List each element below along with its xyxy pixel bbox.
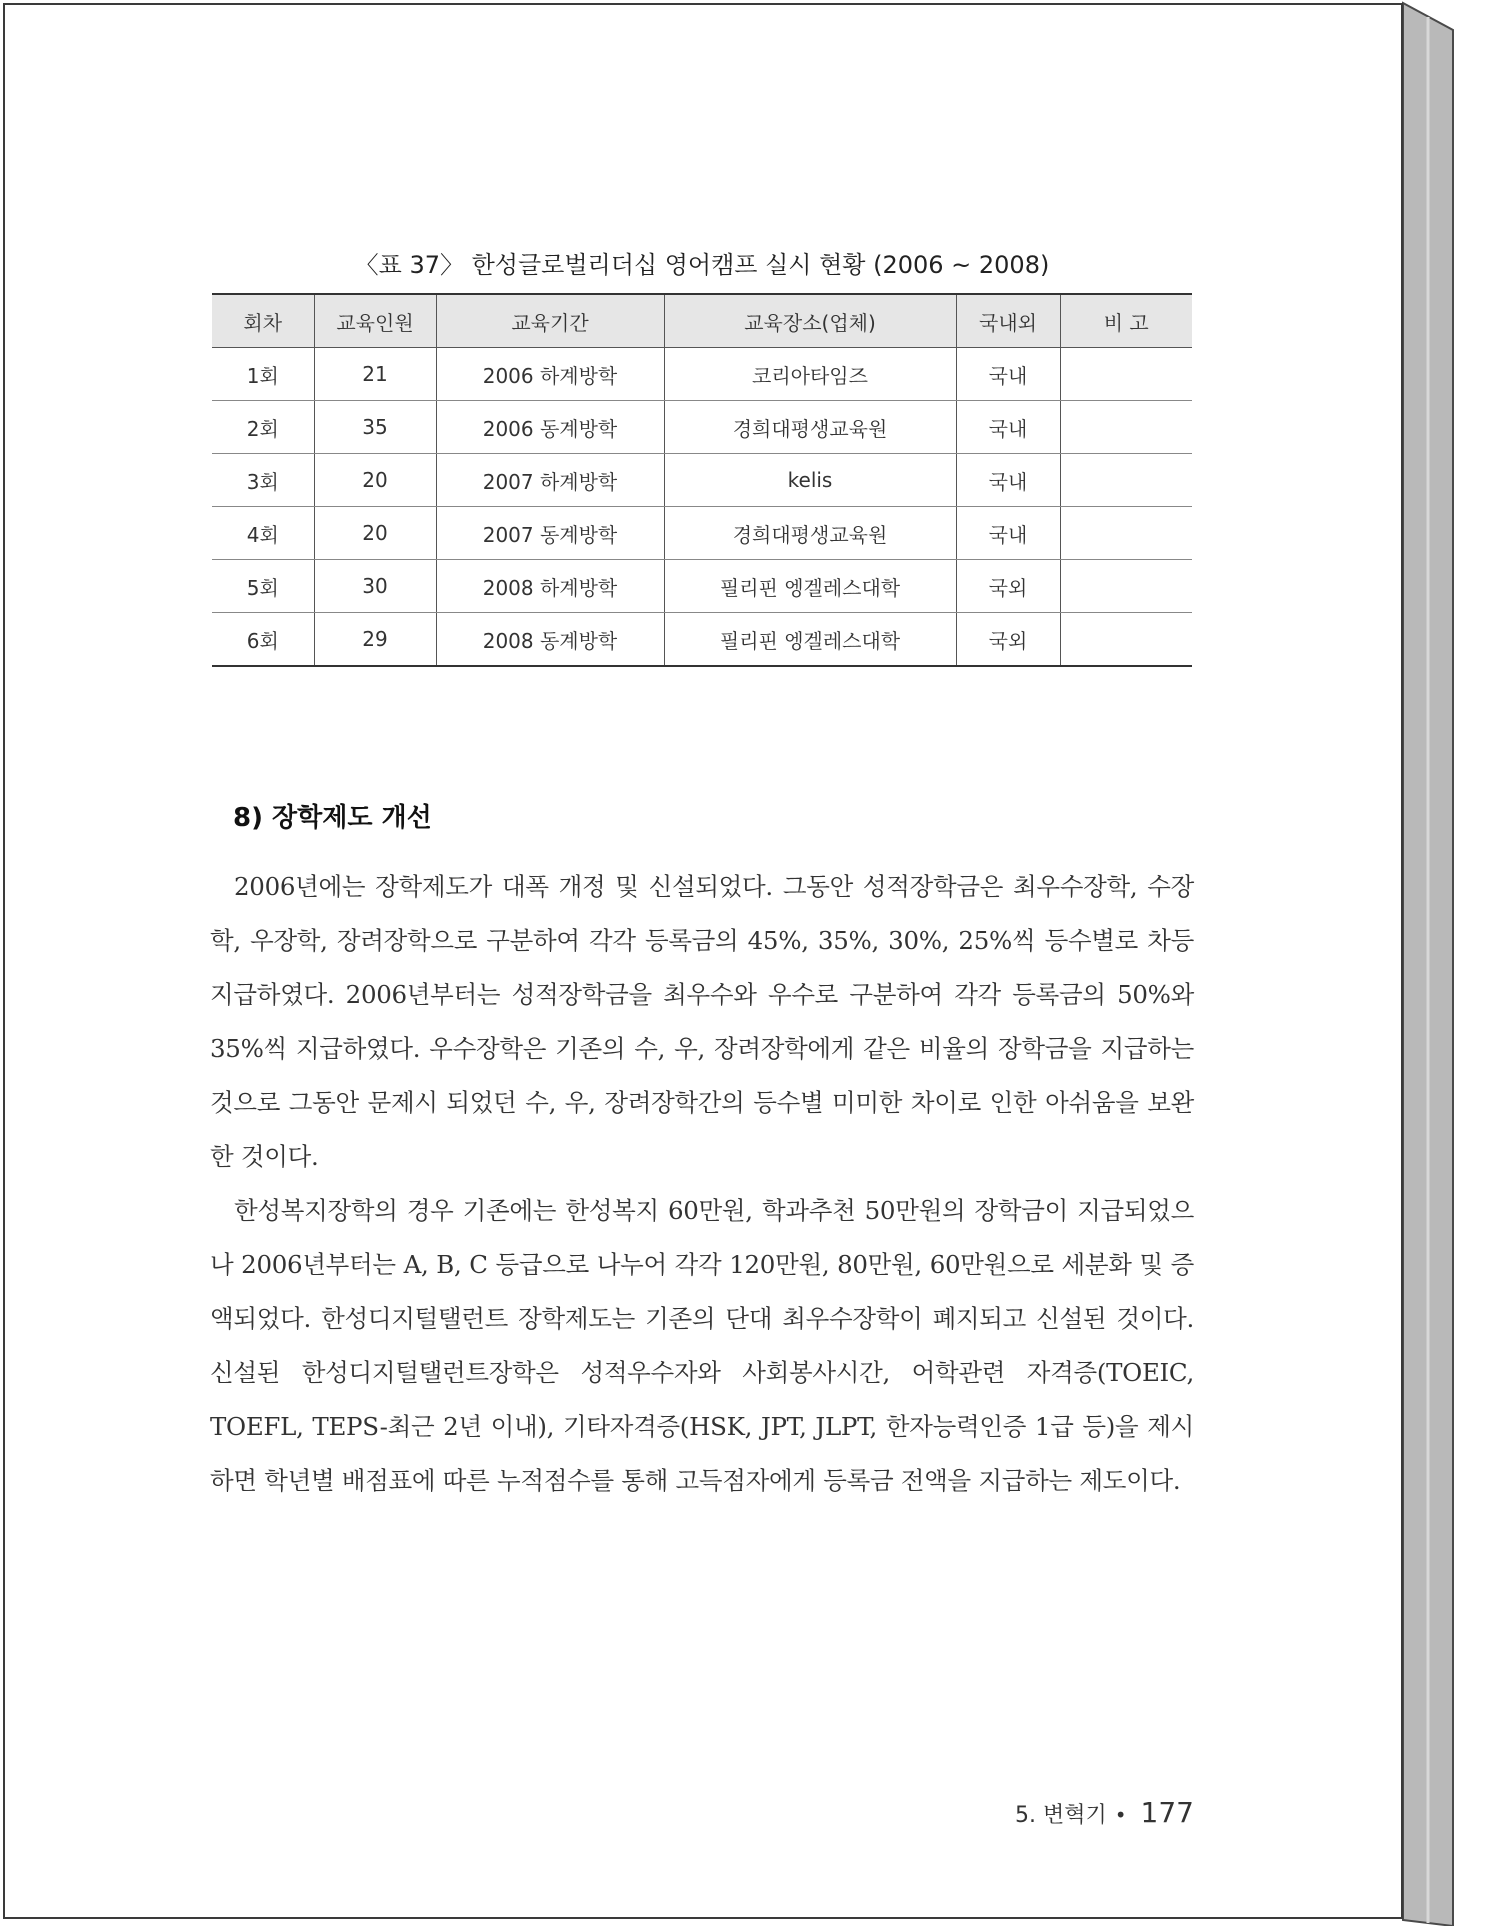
cell-participants: 20	[314, 507, 436, 560]
cell-venue: 경희대평생교육원	[664, 401, 956, 454]
cell-domestic-overseas: 국내	[956, 348, 1060, 401]
col-header-period: 교육기간	[436, 294, 664, 348]
cell-remarks	[1060, 507, 1192, 560]
cell-domestic-overseas: 국내	[956, 454, 1060, 507]
table-row	[212, 401, 1192, 454]
cell-participants: 21	[314, 348, 436, 401]
table-caption: 〈표 37〉 한성글로벌리더십 영어캠프 실시 현황 (2006 ~ 2008)	[354, 251, 1050, 279]
cell-session: 3회	[212, 454, 314, 507]
table-row	[212, 507, 1192, 560]
cell-period: 2008 하계방학	[436, 560, 664, 613]
page-number: 177	[1140, 1796, 1194, 1829]
english-camp-table	[212, 293, 1192, 667]
cell-session: 4회	[212, 507, 314, 560]
bullet-separator: •	[1114, 1803, 1127, 1827]
cell-venue: kelis	[664, 454, 956, 507]
cell-domestic-overseas: 국내	[956, 507, 1060, 560]
table-row	[212, 560, 1192, 613]
cell-period: 2008 동계방학	[436, 613, 664, 667]
cell-participants: 20	[314, 454, 436, 507]
col-header-venue: 교육장소(업체)	[664, 294, 956, 348]
table-row	[212, 454, 1192, 507]
cell-session: 6회	[212, 613, 314, 667]
col-header-domestic-overseas: 국내외	[956, 294, 1060, 348]
cell-remarks	[1060, 613, 1192, 667]
cell-session: 2회	[212, 401, 314, 454]
cell-session: 5회	[212, 560, 314, 613]
body-text	[210, 860, 1194, 1508]
cell-participants: 30	[314, 560, 436, 613]
table-row	[212, 613, 1192, 667]
cell-participants: 29	[314, 613, 436, 667]
col-header-session: 회차	[212, 294, 314, 348]
cell-remarks	[1060, 401, 1192, 454]
cell-session: 1회	[212, 348, 314, 401]
page-footer	[1015, 1796, 1194, 1829]
col-header-participants: 교육인원	[314, 294, 436, 348]
cell-domestic-overseas: 국외	[956, 613, 1060, 667]
cell-remarks	[1060, 560, 1192, 613]
cell-venue: 필리핀 엥겔레스대학	[664, 613, 956, 667]
cell-period: 2006 하계방학	[436, 348, 664, 401]
table-header-row	[212, 294, 1192, 348]
chapter-label: 5. 변혁기	[1015, 1803, 1107, 1828]
cell-participants: 35	[314, 401, 436, 454]
cell-domestic-overseas: 국내	[956, 401, 1060, 454]
col-header-remarks: 비 고	[1060, 294, 1192, 348]
cell-venue: 코리아타임즈	[664, 348, 956, 401]
cell-venue: 경희대평생교육원	[664, 507, 956, 560]
paragraph: 2006년에는 장학제도가 대폭 개정 및 신설되었다. 그동안 성적장학금은 최우수장학, 수장학, 우장학, 장려장학으로 구분하여 각각 등록금의 45%, 35%, 30%, 25%씩 등수별로 차등 지급하였다. 2006년부터는 성적장학금을 최우수와 우수로 구분하여 각각 등록금의 50%와 35%씩 지급하였다. 우수장학은 기존의 수, 우, 장려장학에게 같은 비율의 장학금을 지급하는 것으로 그동안 문제시 되었던 수, 우, 장려장학간의 등수별 미미한 차이로 인한 아쉬움을 보완한 것이다.	[210, 872, 1194, 1171]
cell-period: 2007 동계방학	[436, 507, 664, 560]
cell-period: 2007 하계방학	[436, 454, 664, 507]
cell-remarks	[1060, 348, 1192, 401]
cell-remarks	[1060, 454, 1192, 507]
table-row	[212, 348, 1192, 401]
section-heading: 8) 장학제도 개선	[233, 803, 432, 833]
cell-venue: 필리핀 엥겔레스대학	[664, 560, 956, 613]
cell-period: 2006 동계방학	[436, 401, 664, 454]
cell-domestic-overseas: 국외	[956, 560, 1060, 613]
paragraph: 한성복지장학의 경우 기존에는 한성복지 60만원, 학과추천 50만원의 장학금이 지급되었으나 2006년부터는 A, B, C 등급으로 나누어 각각 120만원, 80만원, 60만원으로 세분화 및 증액되었다. 한성디지털탤런트 장학제도는 기존의 단대 최우수장학이 폐지되고 신설된 것이다. 신설된 한성디지털탤런트장학은 성적우수자와 사회봉사시간, 어학관련 자격증(TOEIC, TOEFL, TEPS-최근 2년 이내), 기타자격증(HSK, JPT, JLPT, 한자능력인증 1급 등)을 제시하면 학년별 배점표에 따른 누적점수를 통해 고득점자에게 등록금 전액을 지급하는 제도이다.	[210, 1196, 1194, 1495]
